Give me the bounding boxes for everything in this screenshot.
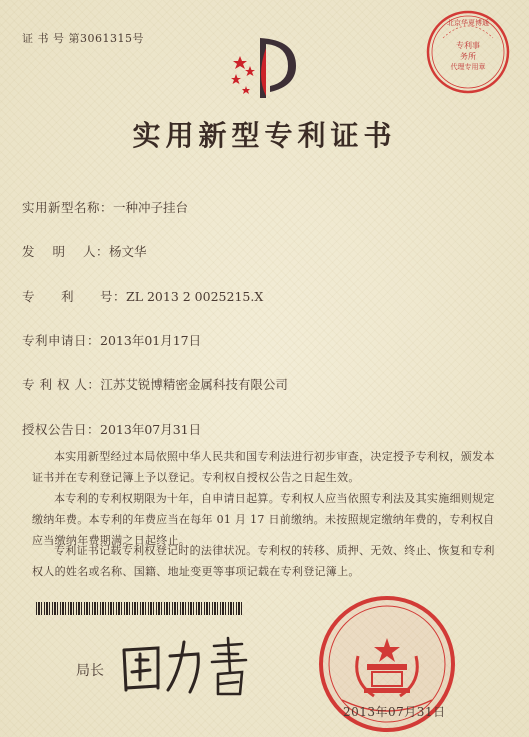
paragraph-legal-status: 专利证书记载专利权登记时的法律状况。专利权的转移、质押、无效、终止、恢复和专利权人的姓名或名称、国籍、地址变更等事项记载在专利登记簿上。 (32, 544, 495, 578)
director-label: 局长 (76, 663, 104, 679)
field-value: 杨文华 (108, 244, 147, 259)
certificate-title: 实用新型专利证书 (132, 119, 397, 152)
agency-seal-line-2: 专利事务所 (456, 41, 480, 61)
field-value: 一种冲子挂台 (113, 200, 189, 215)
field-label: 专利申请日： (22, 333, 101, 348)
field-label: 专 利 权 人： (22, 377, 101, 392)
seal-date: 2013年07月31日 (343, 705, 446, 719)
field-patentee (22, 375, 288, 393)
field-label: 实用新型名称： (22, 200, 114, 215)
paragraph-grant: 本实用新型经过本局依照中华人民共和国专利法进行初步审查，决定授予专利权，颁发本证书并在专利登记簿上予以登记。专利权自授权公告之日起生效。 (32, 450, 495, 484)
paragraph-term: 本专利的专利权期限为十年，自申请日起算。专利权人应当依照专利法及其实施细则规定缴纳年费。本专利的年费应当在每年 01 月 17 日前缴纳。未按照规定缴纳年费的，专利权自应当缴纳年费期满之日起终止。 (32, 492, 495, 547)
field-inventor (22, 242, 146, 260)
agency-seal-line-3: 代理专用章 (450, 63, 486, 71)
field-patent-number (22, 287, 263, 305)
sipo-logo-icon (226, 36, 302, 112)
field-value: ZL 2013 2 0025215.X (126, 289, 264, 304)
field-value: 2013年01月17日 (100, 333, 202, 348)
field-label: 发 明 人： (22, 244, 109, 259)
field-grant-date (22, 420, 201, 438)
director-signature-icon (118, 632, 258, 702)
field-value: 2013年07月31日 (100, 422, 202, 437)
field-application-date (22, 331, 201, 349)
agency-seal-line-1: 北京华夏博通 (447, 19, 489, 27)
barcode (36, 602, 244, 615)
field-utility-name (22, 198, 188, 216)
field-label: 专 利 号： (22, 289, 127, 304)
certificate-number: 证 书 号 第3061315号 (22, 32, 144, 45)
field-value: 江苏艾锐博精密金属科技有限公司 (100, 377, 288, 392)
field-label: 授权公告日： (22, 422, 101, 437)
